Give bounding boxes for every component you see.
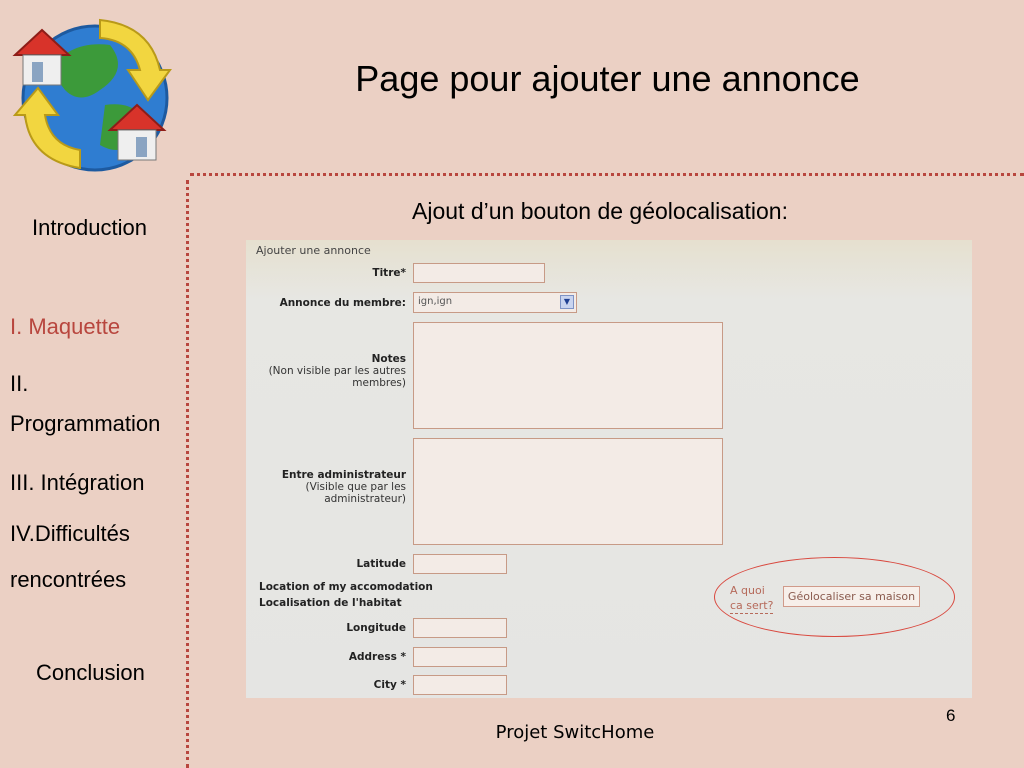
help-link[interactable] bbox=[730, 583, 773, 614]
membre-select[interactable] bbox=[413, 292, 577, 313]
location-label-1: Location of my accomodation bbox=[259, 581, 433, 593]
slide-subtitle: Ajout d’un bouton de géolocalisation: bbox=[412, 198, 788, 224]
city-label: City * bbox=[373, 679, 406, 691]
admin-textarea[interactable] bbox=[413, 438, 723, 545]
horizontal-divider bbox=[190, 173, 1024, 176]
notes-textarea[interactable] bbox=[413, 322, 723, 429]
help-link-line2: ca sert? bbox=[730, 599, 774, 612]
slide-footer: Projet SwitcHome bbox=[495, 722, 655, 743]
latitude-input[interactable] bbox=[413, 554, 507, 574]
nav-maquette[interactable]: I. Maquette bbox=[10, 314, 121, 339]
nav-difficultes-line2: rencontrées bbox=[10, 567, 127, 592]
page-number: 6 bbox=[946, 706, 956, 725]
vertical-divider bbox=[186, 180, 189, 768]
titre-label: Titre* bbox=[372, 267, 406, 279]
longitude-label: Longitude bbox=[346, 622, 406, 634]
latitude-label: Latitude bbox=[356, 558, 406, 570]
nav-programmation[interactable] bbox=[10, 373, 160, 435]
form-heading: Ajouter une annonce bbox=[256, 244, 371, 257]
membre-label: Annonce du membre: bbox=[279, 297, 406, 309]
nav-difficultes-line1: IV.Difficultés bbox=[10, 521, 130, 546]
nav-conclusion[interactable]: Conclusion bbox=[36, 660, 145, 685]
geolocate-button[interactable]: Géolocaliser sa maison bbox=[783, 586, 920, 607]
location-label-2: Localisation de l'habitat bbox=[259, 597, 402, 609]
membre-select-value: ign,ign bbox=[418, 296, 453, 307]
city-input[interactable] bbox=[413, 675, 507, 695]
admin-sublabel-1: (Visible que par les bbox=[305, 481, 406, 493]
notes-label: Notes bbox=[371, 353, 406, 365]
admin-sublabel-2: administrateur) bbox=[324, 493, 406, 505]
slide-title: Page pour ajouter une annonce bbox=[355, 58, 860, 99]
admin-label-group bbox=[282, 469, 406, 505]
nav-difficultes[interactable] bbox=[10, 523, 130, 591]
notes-sublabel-1: (Non visible par les autres bbox=[268, 365, 406, 377]
nav-programmation-line2: Programmation bbox=[10, 411, 161, 436]
longitude-input[interactable] bbox=[413, 618, 507, 638]
admin-label: Entre administrateur bbox=[281, 469, 406, 481]
help-link-line1: A quoi bbox=[730, 584, 765, 597]
notes-label-group bbox=[269, 353, 406, 389]
address-input[interactable] bbox=[413, 647, 507, 667]
nav-introduction[interactable]: Introduction bbox=[32, 215, 147, 240]
switchome-logo bbox=[10, 10, 175, 175]
notes-sublabel-2: membres) bbox=[352, 377, 406, 389]
address-label: Address * bbox=[348, 651, 406, 663]
nav-integration[interactable]: III. Intégration bbox=[10, 470, 145, 495]
chevron-down-icon[interactable]: ▼ bbox=[560, 295, 574, 309]
titre-input[interactable] bbox=[413, 263, 545, 283]
nav-programmation-line1: II. bbox=[10, 371, 29, 396]
